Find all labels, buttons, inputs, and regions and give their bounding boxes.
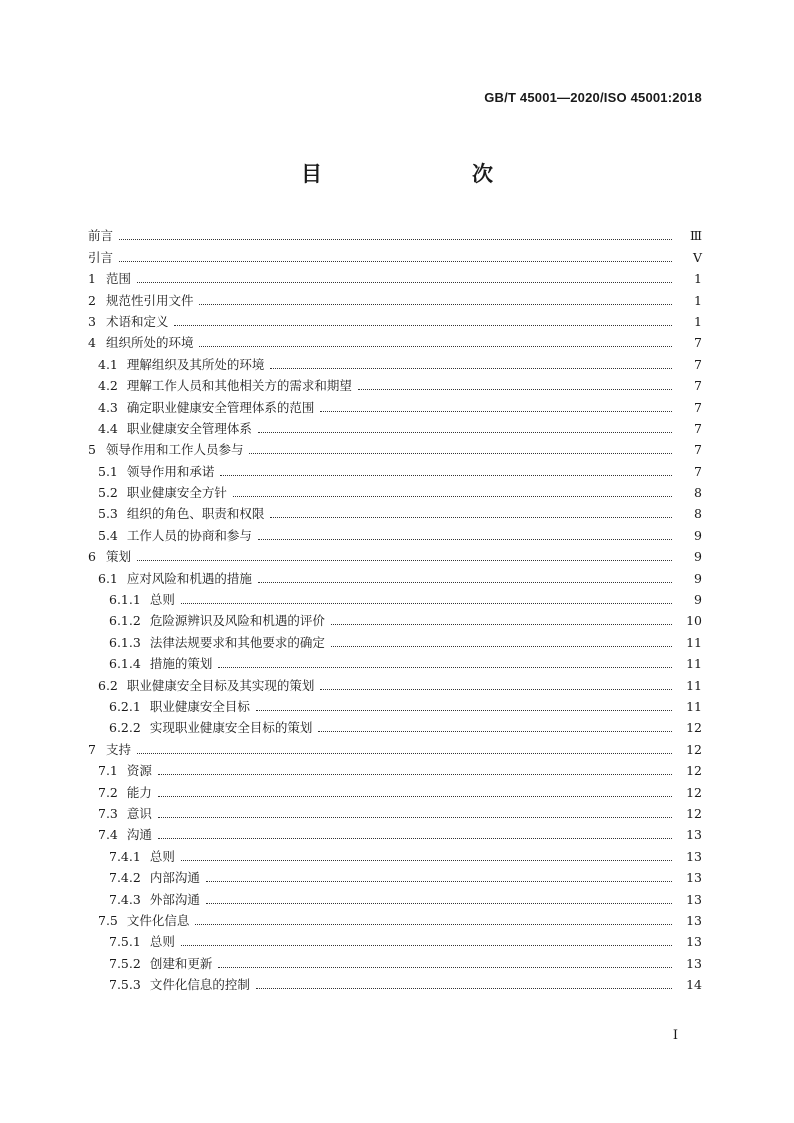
- toc-entry-number: 6.1.3: [109, 634, 141, 650]
- toc-entry-page: 1: [694, 271, 702, 287]
- toc-entry-number: 6: [88, 549, 96, 565]
- toc-entry[interactable]: [88, 521, 702, 542]
- toc-entry-label: 理解工作人员和其他相关方的需求和期望: [126, 378, 352, 394]
- toc-entry-title: [109, 935, 181, 949]
- toc-entry-title: [88, 443, 249, 457]
- toc-entry-label: 应对风险和机遇的措施: [126, 570, 252, 586]
- toc-entry-label: 内部沟通: [149, 870, 200, 886]
- toc-entry-title: [109, 978, 256, 992]
- dot-leader: [358, 388, 672, 390]
- toc-entry-label: 能力: [126, 784, 152, 800]
- toc-entry-title: [98, 764, 158, 778]
- dot-leader: [181, 944, 672, 946]
- toc-entry[interactable]: [88, 457, 702, 478]
- toc-entry-title: [98, 529, 258, 543]
- toc-entry-page: 7: [694, 378, 702, 394]
- toc-entry[interactable]: [88, 842, 702, 863]
- toc-entry[interactable]: [88, 372, 702, 393]
- toc-entry-page: 8: [694, 506, 702, 522]
- toc-entry-number: 4.4: [98, 420, 118, 436]
- toc-entry-label: 职业健康安全方针: [126, 485, 227, 501]
- toc-entry-page: 9: [694, 570, 702, 586]
- dot-leader: [158, 773, 672, 775]
- toc-entry-number: 4.1: [98, 356, 118, 372]
- toc-entry[interactable]: [88, 949, 702, 970]
- dot-leader: [218, 966, 672, 968]
- toc-entry[interactable]: [88, 265, 702, 286]
- dot-leader: [181, 859, 672, 861]
- toc-entry-number: 5.2: [98, 485, 118, 501]
- dot-leader: [158, 837, 672, 839]
- toc-entry-label: 危险源辨识及风险和机遇的评价: [149, 613, 325, 629]
- toc-entry-page: 12: [686, 763, 702, 779]
- toc-entry[interactable]: [88, 800, 702, 821]
- dot-leader: [331, 623, 672, 625]
- dot-leader: [218, 666, 672, 668]
- toc-entry-label: 理解组织及其所处的环境: [126, 356, 265, 372]
- toc-entry[interactable]: [88, 350, 702, 371]
- toc-entry-title: [109, 957, 218, 971]
- toc-entry-number: 7.3: [98, 805, 118, 821]
- toc-entry-label: 确定职业健康安全管理体系的范围: [126, 399, 315, 415]
- toc-entry[interactable]: [88, 907, 702, 928]
- toc-entry[interactable]: [88, 243, 702, 264]
- toc-entry-page: 1: [694, 292, 702, 308]
- dot-leader: [318, 730, 672, 732]
- dot-leader: [270, 516, 672, 518]
- toc-entry-title: [98, 828, 158, 842]
- toc-entry-title: [88, 272, 137, 286]
- dot-leader: [199, 345, 672, 347]
- toc-entry-number: 4.3: [98, 399, 118, 415]
- toc-entry[interactable]: [88, 628, 702, 649]
- dot-leader: [206, 880, 672, 882]
- toc-entry-number: 6.2.2: [109, 720, 141, 736]
- toc-entry-number: 6.1.2: [109, 613, 141, 629]
- toc-entry-title: [109, 657, 218, 671]
- toc-entry[interactable]: [88, 586, 702, 607]
- toc-entry-label: 总则: [149, 848, 175, 864]
- toc-entry-number: 7.5.2: [109, 955, 141, 971]
- toc-entry-label: 支持: [105, 741, 131, 757]
- toc-entry-page: 13: [686, 912, 702, 928]
- toc-entry-label: 总则: [149, 592, 175, 608]
- toc-entry-number: 7.2: [98, 784, 118, 800]
- page-title: 目 次: [301, 162, 529, 186]
- toc-entry-title: [98, 807, 158, 821]
- toc-entry-page: 13: [686, 934, 702, 950]
- toc-entry[interactable]: [88, 650, 702, 671]
- toc-entry-number: 5.3: [98, 506, 118, 522]
- dot-leader: [320, 410, 672, 412]
- toc-entry-title: [109, 636, 331, 650]
- dot-leader: [206, 902, 672, 904]
- toc-entry-title: [109, 614, 331, 628]
- toc-entry-page: 7: [694, 442, 702, 458]
- toc-entry-number: 6.2: [98, 677, 118, 693]
- toc-entry-title: [98, 786, 158, 800]
- toc-entry-title: [109, 871, 206, 885]
- dot-leader: [270, 367, 672, 369]
- toc-entry-label: 文件化信息的控制: [149, 977, 250, 993]
- toc-entry-number: 4.2: [98, 378, 118, 394]
- toc-entry-page: 11: [686, 634, 702, 650]
- toc-entry-page: Ⅲ: [689, 228, 702, 244]
- dot-leader: [320, 688, 672, 690]
- toc-entry-page: 7: [694, 356, 702, 372]
- toc-entry-label: 领导作用和工作人员参与: [105, 442, 244, 458]
- toc-entry-page: 11: [686, 698, 702, 714]
- toc-entry-label: 术语和定义: [105, 313, 169, 329]
- toc-entry-page: 13: [686, 870, 702, 886]
- toc-entry-label: 法律法规要求和其他要求的确定: [149, 634, 325, 650]
- toc-entry-title: [98, 379, 358, 393]
- toc-entry-label: 创建和更新: [149, 955, 213, 971]
- toc-entry[interactable]: [88, 415, 702, 436]
- toc-entry-number: 7.1: [98, 763, 118, 779]
- toc-entry-number: 1: [88, 271, 96, 287]
- toc-entry[interactable]: [88, 714, 702, 735]
- standard-code: GB/T 45001—2020/ISO 45001:2018: [484, 90, 702, 105]
- toc-entry-page: 13: [686, 891, 702, 907]
- toc-entry-title: [88, 315, 174, 329]
- toc-entry-number: 2: [88, 292, 96, 308]
- dot-leader: [195, 923, 672, 925]
- toc-entry[interactable]: [88, 735, 702, 756]
- toc-entry-page: 12: [686, 784, 702, 800]
- toc-entry-title: [98, 914, 195, 928]
- toc-entry-label: 职业健康安全目标及其实现的策划: [126, 677, 315, 693]
- toc-entry-number: 7.4: [98, 827, 118, 843]
- toc-entry-title: [88, 294, 199, 308]
- toc-entry-label: 工作人员的协商和参与: [126, 527, 252, 543]
- toc-entry-number: 5.1: [98, 463, 118, 479]
- toc-entry[interactable]: [88, 778, 702, 799]
- toc-entry-number: 7.5.1: [109, 934, 141, 950]
- dot-leader: [158, 795, 672, 797]
- toc-entry-title: [109, 850, 181, 864]
- toc-entry[interactable]: [88, 479, 702, 500]
- dot-leader: [158, 816, 672, 818]
- toc-entry-title: [88, 743, 137, 757]
- toc-entry-label: 组织所处的环境: [105, 335, 194, 351]
- dot-leader: [137, 752, 672, 754]
- toc-entry-title: [98, 679, 320, 693]
- toc-entry-number: 4: [88, 335, 96, 351]
- dot-leader: [199, 303, 672, 305]
- toc-entry-label: 实现职业健康安全目标的策划: [149, 720, 313, 736]
- toc-entry-label: 策划: [105, 549, 131, 565]
- toc-entry-number: 7.4.2: [109, 870, 141, 886]
- page-number: Ⅰ: [672, 1028, 678, 1043]
- toc-entry-page: 1: [694, 313, 702, 329]
- toc-entry-number: 6.1.1: [109, 592, 141, 608]
- toc-entry-number: 7.4.3: [109, 891, 141, 907]
- toc-entry-page: 12: [686, 720, 702, 736]
- table-of-contents: [88, 222, 702, 992]
- toc-entry[interactable]: [88, 693, 702, 714]
- toc-entry-title: [98, 486, 233, 500]
- toc-entry-title: [109, 721, 318, 735]
- toc-entry[interactable]: [88, 928, 702, 949]
- toc-entry-number: 5: [88, 442, 96, 458]
- toc-entry[interactable]: [88, 500, 702, 521]
- toc-entry-title: [98, 401, 320, 415]
- toc-entry-number: 7: [88, 741, 96, 757]
- dot-leader: [256, 709, 672, 711]
- toc-entry-page: 7: [694, 463, 702, 479]
- toc-entry[interactable]: [88, 286, 702, 307]
- dot-leader: [174, 324, 672, 326]
- dot-leader: [137, 281, 672, 283]
- toc-entry-page: 13: [686, 955, 702, 971]
- toc-entry-page: 13: [686, 827, 702, 843]
- toc-entry-label: 文件化信息: [126, 912, 190, 928]
- toc-entry[interactable]: [88, 864, 702, 885]
- toc-entry-label: 职业健康安全管理体系: [126, 420, 252, 436]
- toc-entry-page: 11: [686, 677, 702, 693]
- toc-entry-number: 7.5: [98, 912, 118, 928]
- toc-entry-number: 6.2.1: [109, 698, 141, 714]
- toc-entry-page: 10: [686, 613, 702, 629]
- dot-leader: [119, 260, 672, 262]
- toc-entry-label: 规范性引用文件: [105, 292, 194, 308]
- toc-entry-label: 总则: [149, 934, 175, 950]
- toc-entry-page: 7: [694, 399, 702, 415]
- toc-entry-label: 组织的角色、职责和权限: [126, 506, 265, 522]
- toc-entry-number: 7.5.3: [109, 977, 141, 993]
- toc-entry[interactable]: [88, 607, 702, 628]
- toc-entry-title: [98, 465, 220, 479]
- dot-leader: [258, 538, 672, 540]
- toc-entry-title: [88, 229, 119, 243]
- dot-leader: [119, 238, 672, 240]
- dot-leader: [220, 474, 672, 476]
- toc-entry[interactable]: [88, 671, 702, 692]
- toc-entry-title: [98, 422, 258, 436]
- toc-entry-label: 领导作用和承诺: [126, 463, 215, 479]
- toc-entry-title: [88, 336, 199, 350]
- toc-entry[interactable]: [88, 543, 702, 564]
- toc-entry-label: 职业健康安全目标: [149, 698, 250, 714]
- toc-entry-number: 6.1.4: [109, 656, 141, 672]
- toc-entry-title: [88, 550, 137, 564]
- toc-entry-page: 13: [686, 848, 702, 864]
- toc-entry-title: [98, 572, 258, 586]
- dot-leader: [233, 495, 672, 497]
- toc-entry-page: 11: [686, 656, 702, 672]
- toc-entry-page: 7: [694, 335, 702, 351]
- toc-entry-title: [88, 251, 119, 265]
- toc-entry-title: [109, 700, 256, 714]
- toc-entry[interactable]: [88, 329, 702, 350]
- toc-entry[interactable]: [88, 393, 702, 414]
- toc-entry-number: 3: [88, 313, 96, 329]
- toc-entry-title: [98, 358, 270, 372]
- dot-leader: [181, 602, 672, 604]
- toc-entry[interactable]: [88, 308, 702, 329]
- toc-entry-page: 9: [694, 549, 702, 565]
- toc-entry-number: 7.4.1: [109, 848, 141, 864]
- toc-entry-page: 8: [694, 485, 702, 501]
- toc-entry-label: 范围: [105, 271, 131, 287]
- toc-entry[interactable]: [88, 885, 702, 906]
- toc-entry-title: [98, 507, 270, 521]
- toc-entry-page: 9: [694, 527, 702, 543]
- dot-leader: [331, 645, 672, 647]
- toc-entry-page: Ⅴ: [692, 249, 702, 265]
- toc-entry[interactable]: [88, 222, 702, 243]
- toc-entry[interactable]: [88, 436, 702, 457]
- toc-entry-page: 9: [694, 592, 702, 608]
- dot-leader: [249, 452, 672, 454]
- toc-entry-label: 引言: [88, 249, 114, 265]
- dot-leader: [258, 431, 672, 433]
- dot-leader: [137, 559, 672, 561]
- toc-entry-page: 14: [686, 977, 702, 993]
- toc-entry-title: [109, 893, 206, 907]
- dot-leader: [256, 987, 672, 989]
- toc-entry-label: 沟通: [126, 827, 152, 843]
- toc-entry-label: 外部沟通: [149, 891, 200, 907]
- toc-entry-page: 7: [694, 420, 702, 436]
- toc-entry-number: 5.4: [98, 527, 118, 543]
- toc-entry[interactable]: [88, 564, 702, 585]
- toc-entry[interactable]: [88, 757, 702, 778]
- toc-entry-label: 意识: [126, 805, 152, 821]
- toc-entry[interactable]: [88, 821, 702, 842]
- toc-entry-page: 12: [686, 741, 702, 757]
- toc-entry-label: 措施的策划: [149, 656, 213, 672]
- dot-leader: [258, 581, 672, 583]
- toc-entry-label: 资源: [126, 763, 152, 779]
- toc-entry-title: [109, 593, 181, 607]
- toc-entry-label: 前言: [88, 228, 114, 244]
- toc-entry[interactable]: [88, 971, 702, 992]
- toc-entry-number: 6.1: [98, 570, 118, 586]
- toc-entry-page: 12: [686, 805, 702, 821]
